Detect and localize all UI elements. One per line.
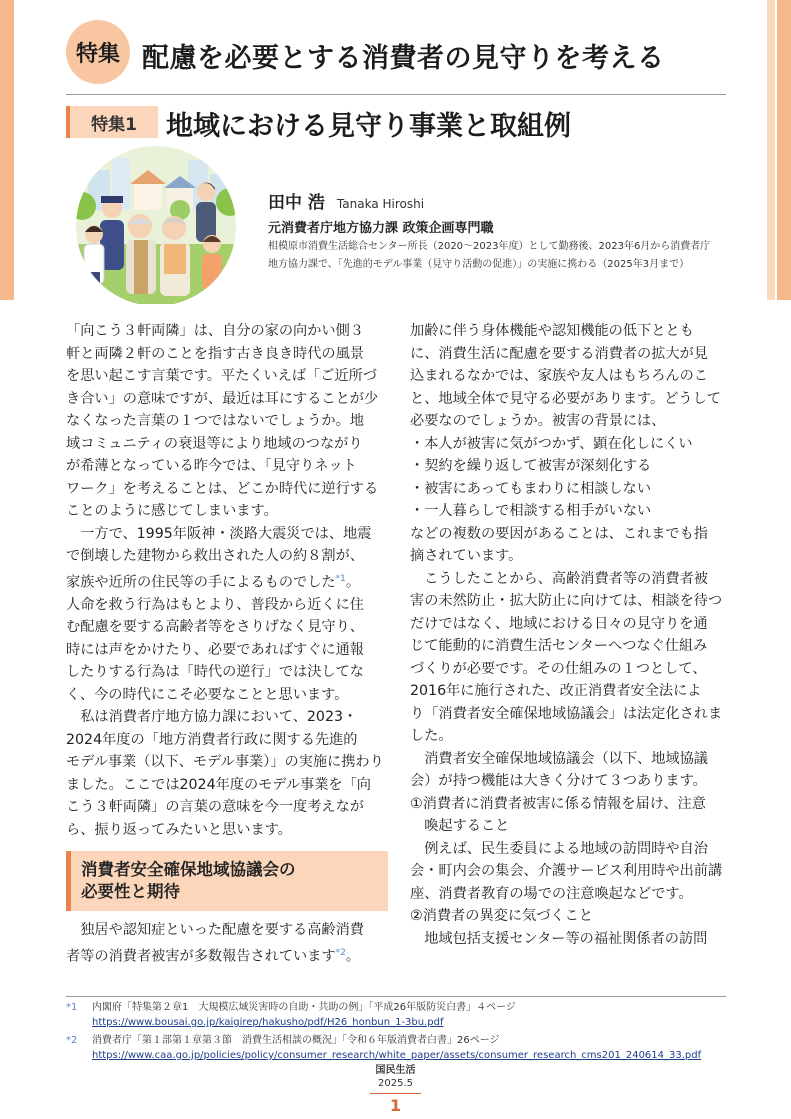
section-heading <box>66 851 388 911</box>
paragraph <box>410 320 732 433</box>
author-title: 元消費者庁地方協力課 政策企画専門職 <box>268 221 494 236</box>
footnote-link[interactable]: https://www.caa.go.jp/policies/policy/consumer_research/white_paper/assets/consumer_research_cms201_240614_33.pdf <box>92 1050 702 1061</box>
text-line: 座、消費者教育の場での注意喚起などです。 <box>410 885 693 902</box>
text-line: したりする行為は「時代の逆行」では決してな <box>66 664 364 681</box>
section-heading-line: 消費者安全確保地域協議会の <box>81 860 296 880</box>
text-line: ワーク」を考えることは、どこか時代に逆行する <box>66 480 379 497</box>
bullet-item: ・被害にあってもまわりに相談しない <box>410 480 652 497</box>
text-line: 加齢に伴う身体機能や認知機能の低下ととも <box>410 323 694 339</box>
author-bio-line: 地方協力課で、「先進的モデル事業（見守り活動の促進）」の実施に携わる（2025年3月まで） <box>268 259 690 270</box>
paragraph <box>66 919 388 968</box>
author-name: 田中 浩 <box>268 193 325 213</box>
left-accent-bar <box>0 0 14 300</box>
paragraph <box>66 320 388 523</box>
text-line: 必要なのでしょうか。被害の背景には、 <box>410 413 666 429</box>
text-line: 軒と両隣２軒のことを指す古き良き時代の風景 <box>66 345 364 362</box>
text-line: 独居や認知症といった配慮を要する高齢消費 <box>66 922 364 939</box>
footnote-text: 消費者庁「第１部第１章第３節 消費生活相談の概況」「令和６年版消費者白書」26ページ <box>92 1035 500 1046</box>
text-line: に、消費生活に配慮を要する消費者の拡大が見 <box>410 345 708 362</box>
publication-info <box>0 1064 791 1090</box>
page-number: 1 <box>389 1096 402 1115</box>
footnote-divider <box>66 996 726 997</box>
text-line: モデル事業（以下、モデル事業）」の実施に携わり <box>66 754 384 771</box>
footnotes <box>66 1000 730 1066</box>
text-line: 込まれるなかでは、家族や友人はもちろんのこ <box>410 368 708 384</box>
text-span: 。 <box>345 574 361 591</box>
text-line: ②消費者の異変に気づくこと <box>410 908 593 924</box>
footnote-mark: *1 <box>66 1002 78 1013</box>
text-line: だけではなく、地域における日々の見守りを通 <box>410 615 708 632</box>
text-line: 2016年に施行された、改正消費者安全法によ <box>410 683 702 699</box>
text-line: じて能動的に消費生活センターへつなぐ仕組み <box>410 638 708 654</box>
text-line: 例えば、民生委員による地域の訪問時や自治 <box>410 840 708 857</box>
text-line: 2024年度の「地方消費者行政に関する先進的 <box>66 731 358 748</box>
text-span: 者等の消費者被害が多数報告されています <box>66 948 336 965</box>
paragraph <box>66 706 388 841</box>
text-line: 「向こう３軒両隣」は、自分の家の向かい側３ <box>66 323 364 339</box>
text-line: 私は消費者庁地方協力課において、2023・ <box>66 709 358 726</box>
publication-name: 国民生活 <box>375 1065 416 1076</box>
author-block <box>268 188 728 236</box>
footer-divider <box>370 1093 421 1094</box>
bullet-list <box>410 433 732 523</box>
author-romaji: Tanaka Hiroshi <box>336 197 425 211</box>
text-line: なくなった言葉の１つではないでしょうか。地 <box>66 413 364 429</box>
issue-date: 2025.5 <box>378 1078 413 1089</box>
feature-title: 配慮を必要とする消費者の見守りを考える <box>142 43 665 74</box>
text-line: ました。ここでは2024年度のモデル事業を「向 <box>66 776 371 793</box>
footnote-text: 内閣府「特集第２章1 大規模広域災害時の自助・共助の例」「平成26年版防災白書」４ページ <box>92 1002 516 1013</box>
text-line: く、今の時代にこそ必要なことと思います。 <box>66 686 349 703</box>
text-line: を思い起こす言葉です。平たくいえば「ご近所づ <box>66 368 377 384</box>
footnote-mark: *2 <box>66 1035 78 1046</box>
text-line: 会・町内会の集会、介護サービス利用時や出前講 <box>410 863 723 879</box>
text-line: した。 <box>410 728 453 744</box>
article-title: 地域における見守り事業と取組例 <box>166 111 571 142</box>
text-line: 摘されています。 <box>410 548 523 564</box>
text-line: と、地域全体で見守る必要があります。どうして <box>410 390 721 407</box>
footnote-ref-2[interactable]: *2 <box>335 947 346 958</box>
text-line: 害の未然防止・拡大防止に向けては、相談を待つ <box>410 593 723 609</box>
text-line <box>66 942 388 968</box>
footnote-1 <box>66 1000 730 1030</box>
text-line: き合い」の意味ですが、最近は耳にすることが少 <box>66 390 379 407</box>
author-bio-line: 相模原市消費生活総合センター所長（2020〜2023年度）として勤務後、2023年6月から消費者庁 <box>268 241 711 252</box>
bullet-item: ・一人暮らしで相談する相手がいない <box>410 503 652 519</box>
footnote-link[interactable]: https://www.bousai.go.jp/kaigirep/hakusho/pdf/H26_honbun_1-3bu.pdf <box>92 1017 444 1028</box>
header-divider <box>66 94 726 95</box>
text-line: こうしたことから、高齢消費者等の消費者被 <box>410 570 708 587</box>
paragraph <box>410 568 732 748</box>
text-line: 会）が持つ機能は大きく分けて３つあります。 <box>410 773 707 789</box>
text-line: ことのように感じてしまいます。 <box>66 503 278 519</box>
text-line: む配慮を要する高齢者等をさりげなく見守り、 <box>66 619 364 636</box>
paragraph <box>410 523 732 568</box>
text-line <box>66 568 388 594</box>
text-line: が希薄となっている昨今では、「見守りネット <box>66 458 357 474</box>
text-line: ら、振り返ってみたいと思います。 <box>66 821 292 838</box>
footnote-ref-1[interactable]: *1 <box>335 573 346 584</box>
bullet-item: ・契約を繰り返して被害が深刻化する <box>410 458 652 474</box>
text-line: づくりが必要です。その仕組みの１つとして、 <box>410 660 707 677</box>
text-line: 時には声をかけたり、必要であればすぐに通報 <box>66 641 364 658</box>
text-span: 家族や近所の住民等の手によるものでした <box>66 574 336 591</box>
text-line: 人命を救う行為はもとより、普段から近くに住 <box>66 596 364 613</box>
text-line: 喚起すること <box>410 818 510 834</box>
text-line: ①消費者に消費者被害に係る情報を届け、注意 <box>410 795 706 812</box>
section-heading-line: 必要性と期待 <box>81 882 180 902</box>
community-illustration <box>68 140 244 304</box>
paragraph <box>66 523 388 707</box>
right-accent-bar-inner <box>767 0 775 300</box>
text-line: 一方で、1995年阪神・淡路大震災では、地震 <box>66 525 372 542</box>
body-column-left <box>66 320 388 968</box>
feature-badge: 特集 <box>66 20 130 84</box>
text-span: 。 <box>345 948 361 965</box>
text-line: 消費者安全確保地域協議会（以下、地域協議 <box>410 750 708 767</box>
footnote-2 <box>66 1033 730 1063</box>
text-line: り「消費者安全確保地域協議会」は法定化されま <box>410 705 723 722</box>
author-bio <box>268 238 730 274</box>
paragraph <box>410 748 732 951</box>
text-line: こう３軒両隣」の言葉の意味を今一度考えなが <box>66 799 364 816</box>
body-column-right <box>410 320 732 950</box>
text-line: で倒壊した建物から救出された人の約８割が、 <box>66 548 364 564</box>
text-line: 地域包括支援センター等の福祉関係者の訪問 <box>410 930 708 947</box>
right-accent-bar <box>777 0 791 300</box>
bullet-item: ・本人が被害に気がつかず、顕在化しにくい <box>410 435 693 452</box>
sub-badge: 特集1 <box>66 106 158 138</box>
feature-header <box>66 16 726 92</box>
text-line: 域コミュニティの衰退等により地域のつながり <box>66 435 363 452</box>
text-line: などの複数の要因があることは、これまでも指 <box>410 525 708 542</box>
